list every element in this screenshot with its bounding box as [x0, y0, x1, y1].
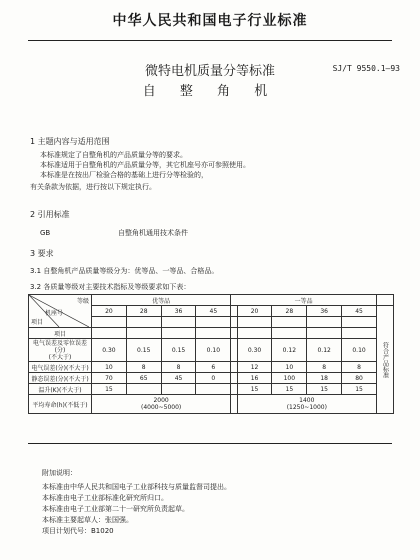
- cell: 0.12: [272, 339, 307, 362]
- cell: 16: [237, 373, 272, 384]
- clause-3-1: 3.1 自整角机产品质量等级分为：优等品、一等品、合格品。: [30, 267, 219, 275]
- standard-subtitle: 自 整 角 机: [142, 84, 278, 99]
- standard-number: SJ/T 9550.1—93: [332, 64, 400, 73]
- cell: 8: [126, 362, 161, 373]
- section-1-para-1: 本标准规定了自整角机的产品质量分等的要求。: [40, 151, 187, 159]
- cell: 10: [92, 362, 127, 373]
- cell: 0.10: [342, 339, 377, 362]
- document-header: 中华人民共和国电子行业标准: [112, 13, 308, 29]
- diag-label-item: 项目: [31, 319, 44, 326]
- row-label: 静态误差(分)(不大于): [29, 373, 92, 384]
- table-row: [29, 384, 394, 395]
- lifetime-excellent: [92, 395, 231, 414]
- frame-cell: 20: [237, 306, 272, 317]
- lifetime-first: [237, 395, 376, 414]
- cell: 100: [272, 373, 307, 384]
- table-bottom-rule: [28, 443, 392, 444]
- cell: 0: [196, 373, 231, 384]
- grade-first: 一等品: [231, 295, 377, 306]
- row-label: 温升(K)(不大于): [29, 384, 92, 395]
- reference-title: 自整角机通用技术条件: [118, 229, 188, 237]
- note-line: 项目计划代号：B1020: [42, 527, 114, 535]
- cell: 15: [92, 384, 127, 395]
- cell: 18: [307, 373, 342, 384]
- cell: 0.15: [126, 339, 161, 362]
- table-row: [29, 395, 394, 414]
- table-row: [29, 373, 394, 384]
- note-line: 本标准由电子工业部第二十一研究所负责起草。: [42, 505, 189, 513]
- row-label: 项目: [29, 328, 92, 339]
- frame-cell: 36: [161, 306, 196, 317]
- cell: 0.12: [307, 339, 342, 362]
- section-1-body: [40, 150, 390, 180]
- cell: 70: [92, 373, 127, 384]
- table-diagonal-header: [29, 295, 92, 328]
- diag-label-grade: 等级: [76, 298, 89, 305]
- standard-title: 微特电机质量分等标准: [144, 64, 275, 79]
- section-1-heading: 1 主题内容与适用范围: [30, 137, 110, 146]
- lifetime-first-value: 1400: [299, 397, 315, 404]
- cell: 45: [161, 373, 196, 384]
- cell: 65: [126, 373, 161, 384]
- frame-cell: 36: [307, 306, 342, 317]
- section-1-para-tail: 有关条款为依据，进行按以下规定执行。: [30, 183, 156, 191]
- table-row: [29, 362, 394, 373]
- section-3-heading: 3 要求: [30, 249, 54, 258]
- cell: 8: [307, 362, 342, 373]
- cell: 12: [237, 362, 272, 373]
- row-label: 平均寿命(h)(不低于): [29, 395, 92, 414]
- cell: 10: [272, 362, 307, 373]
- cell: 80: [342, 373, 377, 384]
- cell: 0.30: [237, 339, 272, 362]
- diag-label-frame: 机座号: [45, 310, 64, 317]
- frame-cell: 20: [92, 306, 127, 317]
- cell: 15: [272, 384, 307, 395]
- notes-title: 附加说明：: [42, 469, 77, 477]
- note-line: 本标准由中华人民共和国电子工业部科技与质量监督司提出。: [42, 483, 231, 491]
- cell: 6: [196, 362, 231, 373]
- cell: 8: [342, 362, 377, 373]
- cell: 15: [237, 384, 272, 395]
- frame-cell: 45: [196, 306, 231, 317]
- frame-cell: 28: [272, 306, 307, 317]
- lifetime-excellent-value: 2000: [153, 397, 169, 404]
- grade-table: [28, 294, 394, 414]
- row-label: 电气误差(分)(不大于): [29, 362, 92, 373]
- cell: 0.10: [196, 339, 231, 362]
- section-2-heading: 2 引用标准: [30, 210, 70, 219]
- grade-blank: [377, 295, 394, 306]
- cell: 0.15: [161, 339, 196, 362]
- row-label-sub: (不大于): [48, 353, 72, 361]
- lifetime-excellent-range: (4000~5000): [141, 404, 182, 411]
- lifetime-first-range: (1250~1000): [286, 404, 327, 411]
- reference-code: GB: [40, 229, 51, 237]
- cell: 0.30: [92, 339, 127, 362]
- clause-3-2: 3.2 各质量等级对主要技术指标及等级要求如下表：: [30, 283, 191, 291]
- cell: 15: [307, 384, 342, 395]
- notes-body: [42, 482, 382, 537]
- section-1-para-3: 本标准是在按出厂检验合格的基础上进行分等检验的，: [40, 171, 208, 179]
- cell: 8: [161, 362, 196, 373]
- section-1-para-2: 本标准适用于自整角机的产品质量分等，其它机座号亦可参照使用。: [40, 161, 250, 169]
- note-line: 本标准主要起草人：张国强。: [42, 516, 133, 524]
- table-row: [29, 328, 394, 339]
- grade-excellent: 优等品: [92, 295, 231, 306]
- cell: 15: [342, 384, 377, 395]
- table-header-row: [29, 295, 394, 306]
- row-label-main: 电气误差及零位误差(分): [32, 339, 87, 354]
- frame-cell: 45: [342, 306, 377, 317]
- row-label: [29, 339, 92, 362]
- frame-cell: 28: [126, 306, 161, 317]
- table-row: [29, 339, 394, 362]
- header-rule: [28, 40, 392, 41]
- note-line: 本标准由电子工业部标准化研究所归口。: [42, 494, 168, 502]
- grade-qualified-note: 符合产品标准: [377, 306, 394, 414]
